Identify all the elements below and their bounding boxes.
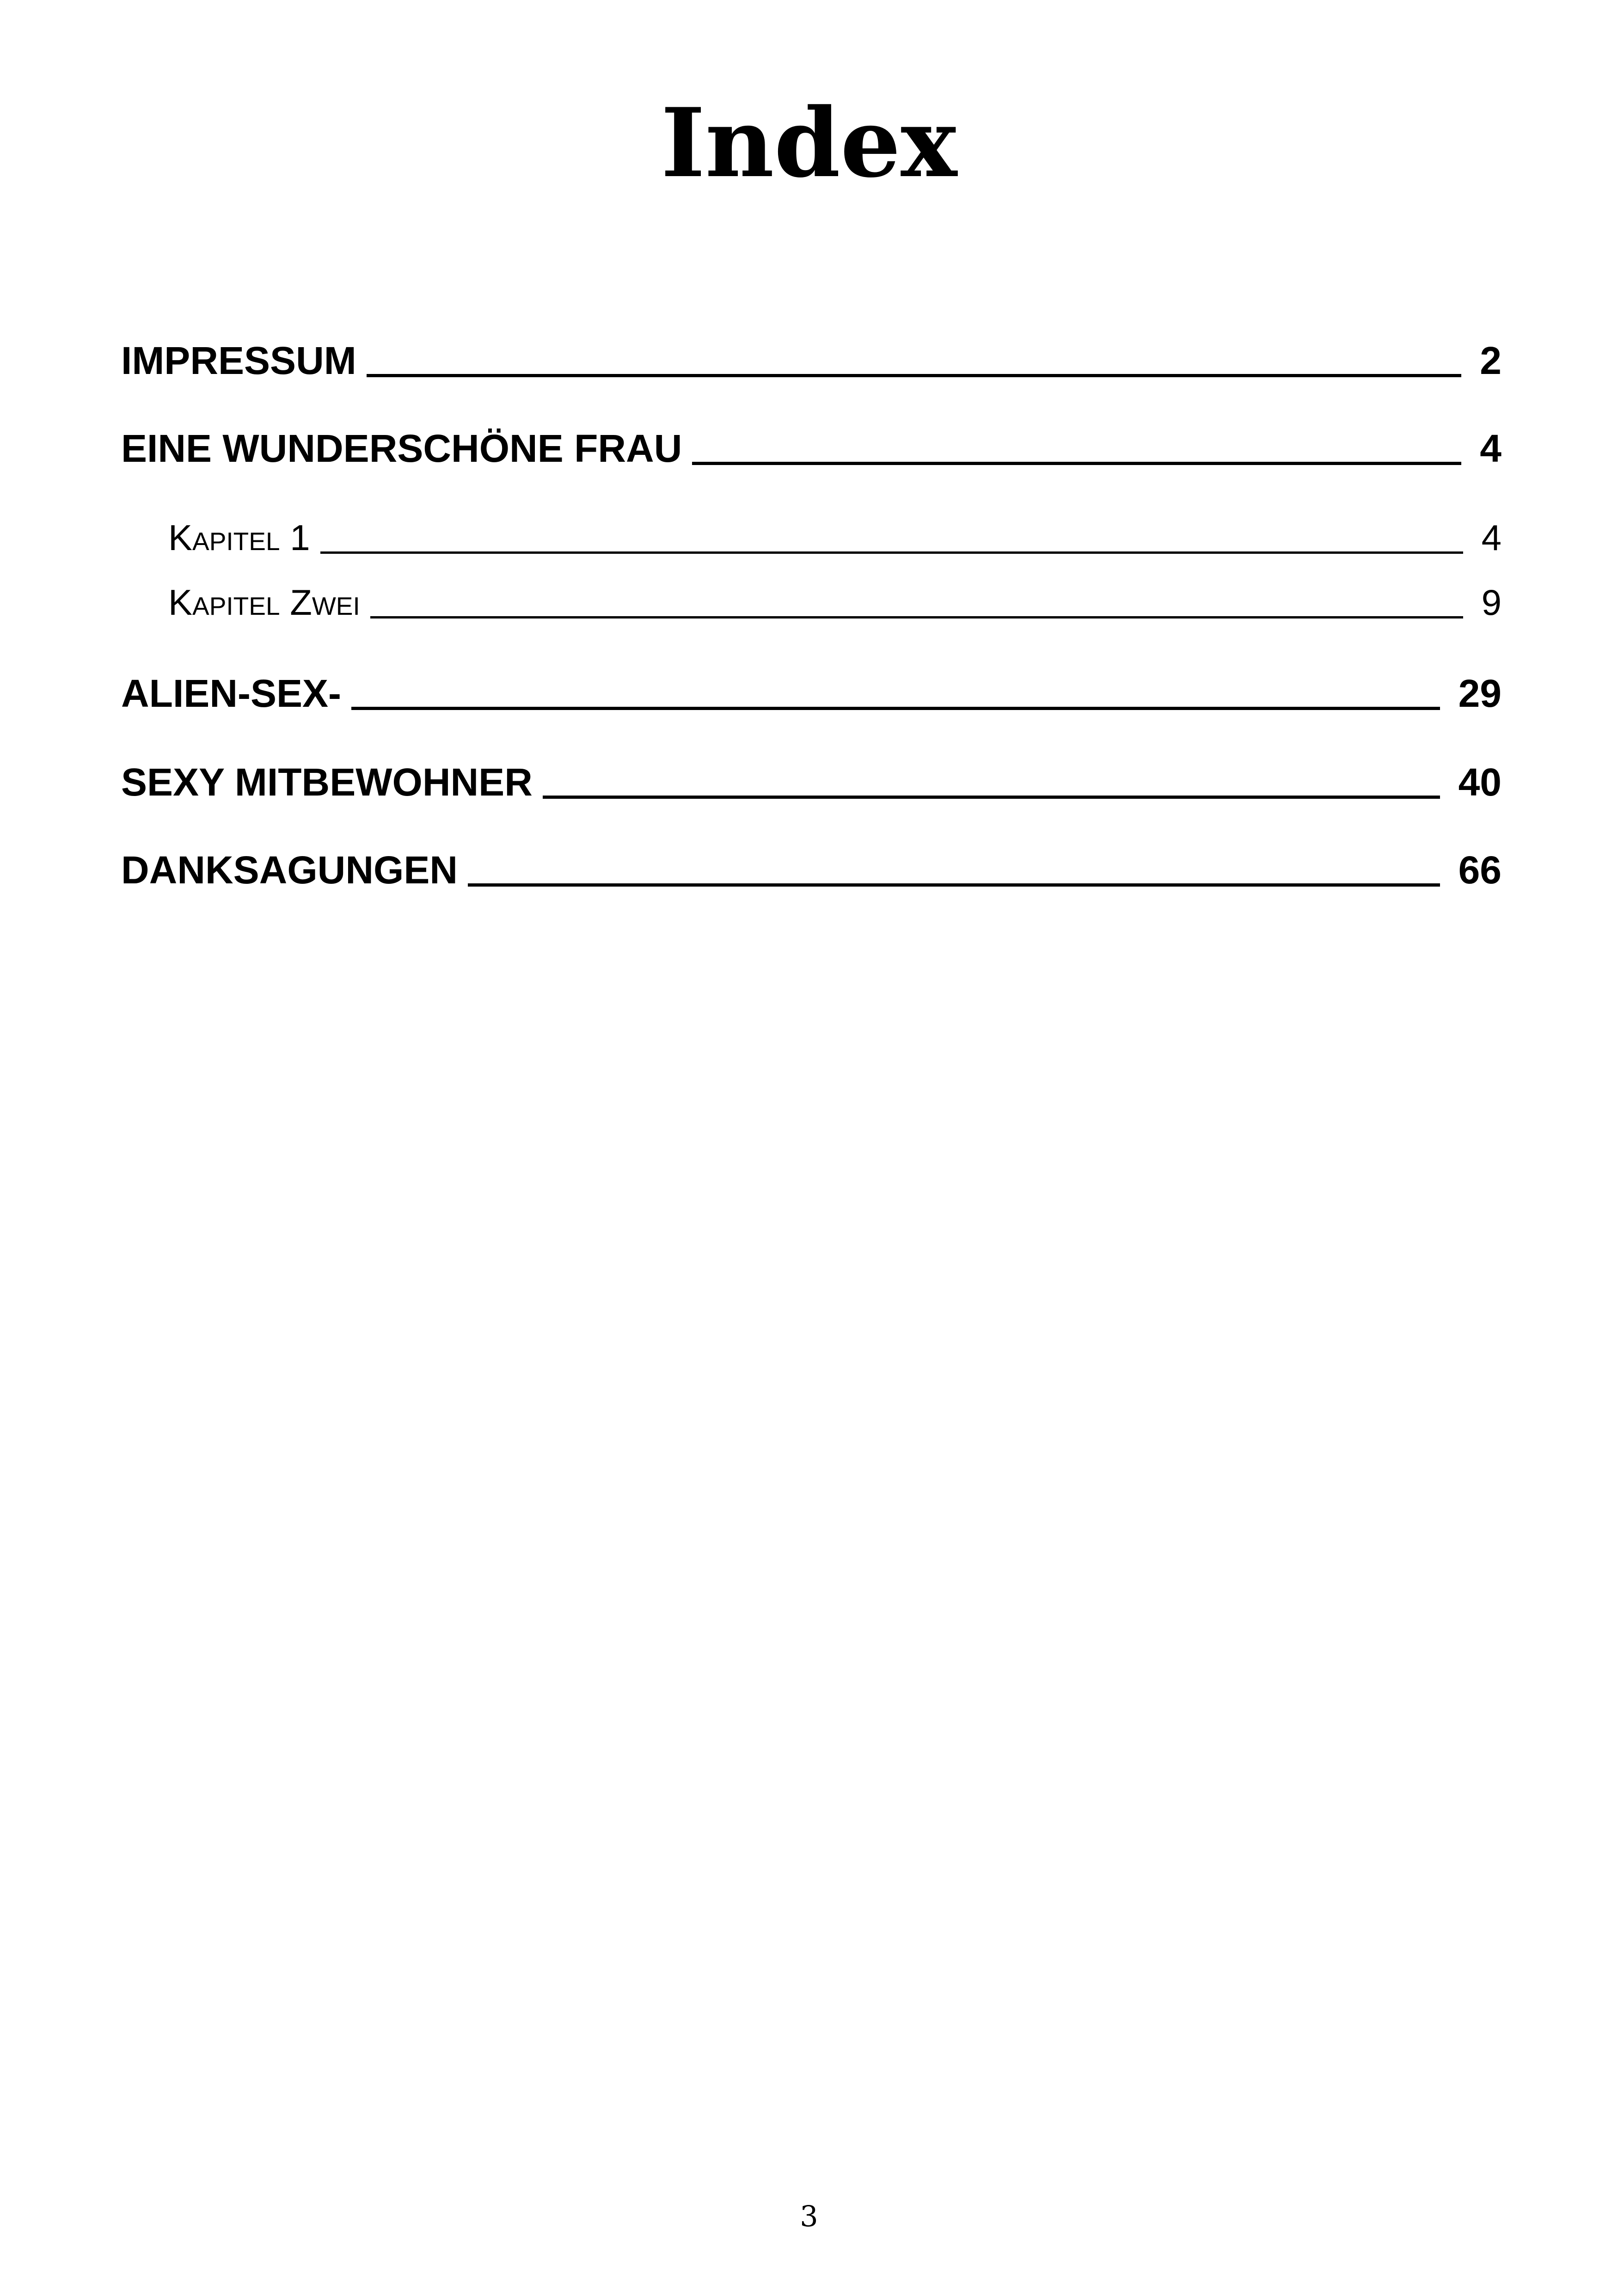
toc-entry-page: 2 <box>1480 339 1502 382</box>
toc-entry-sexy-mitbewohner[interactable] <box>121 754 1502 810</box>
toc-leader-line <box>543 796 1440 799</box>
toc-entry-label: ALIEN-SEX- <box>121 672 342 715</box>
toc-leader-line <box>320 551 1463 554</box>
toc-entry-page: 29 <box>1458 672 1502 715</box>
toc-leader-line <box>692 462 1461 465</box>
toc-leader-line <box>351 707 1440 710</box>
page-number: 3 <box>800 2199 818 2233</box>
toc-entry-page: 66 <box>1458 848 1502 892</box>
toc-entry-kapitel-1[interactable] <box>121 512 1502 563</box>
toc-leader-line <box>468 883 1440 887</box>
toc-entry-label: EINE WUNDERSCHÖNE FRAU <box>121 427 682 470</box>
toc-entry-kapitel-zwei[interactable] <box>121 577 1502 628</box>
toc-entry-page: 4 <box>1481 517 1502 558</box>
toc-entry-danksagungen[interactable] <box>121 842 1502 898</box>
toc-entry-eine-wunderschoene-frau[interactable] <box>121 421 1502 476</box>
toc-entry-impressum[interactable] <box>121 333 1502 388</box>
page-title: Index <box>661 88 957 199</box>
toc-entry-label: DANKSAGUNGEN <box>121 848 458 892</box>
toc-entry-page: 40 <box>1458 760 1502 804</box>
toc-leader-line <box>367 374 1462 377</box>
toc-entry-label: Kapitel 1 <box>168 517 310 558</box>
toc-entry-page: 4 <box>1480 427 1502 470</box>
toc-entry-label: Kapitel Zwei <box>168 582 360 623</box>
toc-entry-label: IMPRESSUM <box>121 339 356 382</box>
toc-leader-line <box>370 616 1463 618</box>
toc-entry-page: 9 <box>1481 582 1502 623</box>
toc-entry-alien-sex[interactable] <box>121 666 1502 721</box>
toc-entry-label: SEXY MITBEWOHNER <box>121 760 533 804</box>
